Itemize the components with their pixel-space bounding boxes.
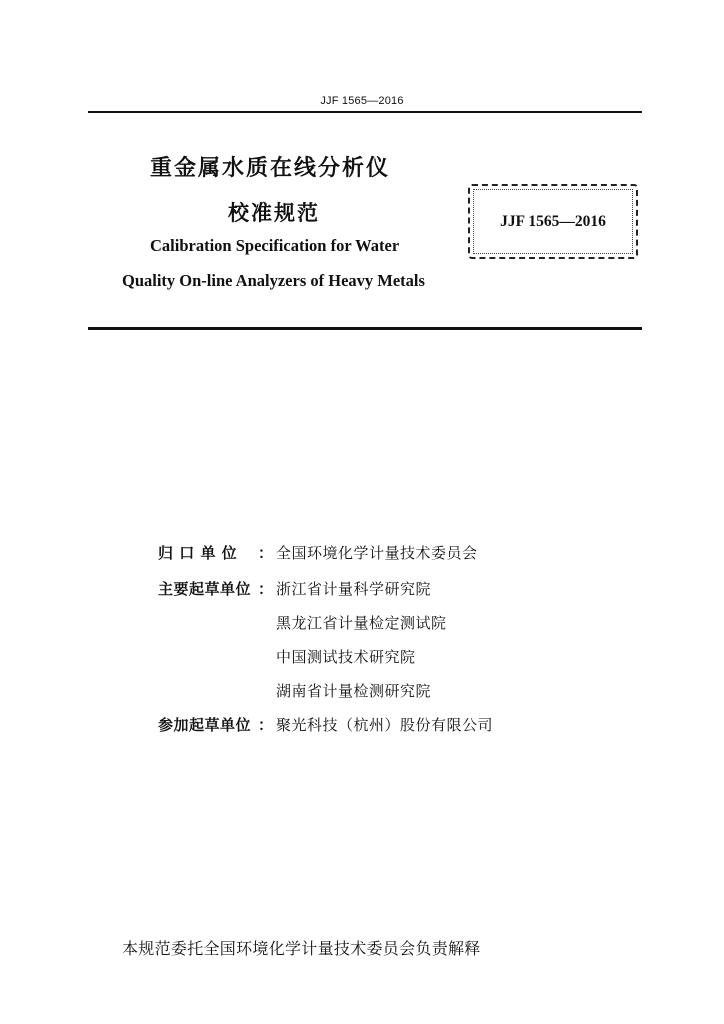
- org-value-responsible: 全国环境化学计量技术委员会: [276, 544, 478, 562]
- title-rule: [88, 327, 642, 330]
- standard-code-box: [468, 184, 638, 259]
- org-value-main-drafting-3: 中国测试技术研究院: [276, 648, 416, 666]
- title-chinese-line-2: 校准规范: [228, 201, 320, 225]
- header-rule: [88, 111, 642, 113]
- org-value-main-drafting-2: 黑龙江省计量检定测试院: [276, 614, 447, 632]
- org-value-participating: 聚光科技（杭州）股份有限公司: [276, 716, 494, 734]
- interpretation-note: 本规范委托全国环境化学计量技术委员会负责解释: [122, 939, 481, 958]
- title-english-line-2: Quality On-line Analyzers of Heavy Metals: [122, 271, 425, 290]
- org-row-main-drafting-3: [0, 646, 724, 668]
- org-row-responsible: [0, 542, 724, 564]
- header-standard-code: JJF 1565—2016: [320, 95, 404, 107]
- org-label-participating: 参加起草单位: [158, 716, 252, 734]
- org-row-main-drafting-4: [0, 680, 724, 702]
- org-value-main-drafting-1: 浙江省计量科学研究院: [276, 580, 432, 598]
- org-colon: ：: [258, 716, 274, 734]
- standard-code-box-text: JJF 1565—2016: [500, 213, 606, 230]
- title-english-line-1: Calibration Specification for Water: [150, 236, 400, 255]
- org-row-main-drafting: [0, 578, 724, 600]
- org-colon: ：: [258, 544, 274, 562]
- org-row-main-drafting-2: [0, 612, 724, 634]
- org-value-main-drafting-4: 湖南省计量检测研究院: [276, 682, 432, 700]
- org-label-main-drafting: 主要起草单位: [158, 580, 252, 598]
- org-row-participating: [0, 714, 724, 736]
- title-chinese-line-1: 重金属水质在线分析仪: [150, 156, 391, 181]
- org-colon: ：: [258, 580, 274, 598]
- org-label-responsible: 归 口 单 位: [158, 544, 238, 562]
